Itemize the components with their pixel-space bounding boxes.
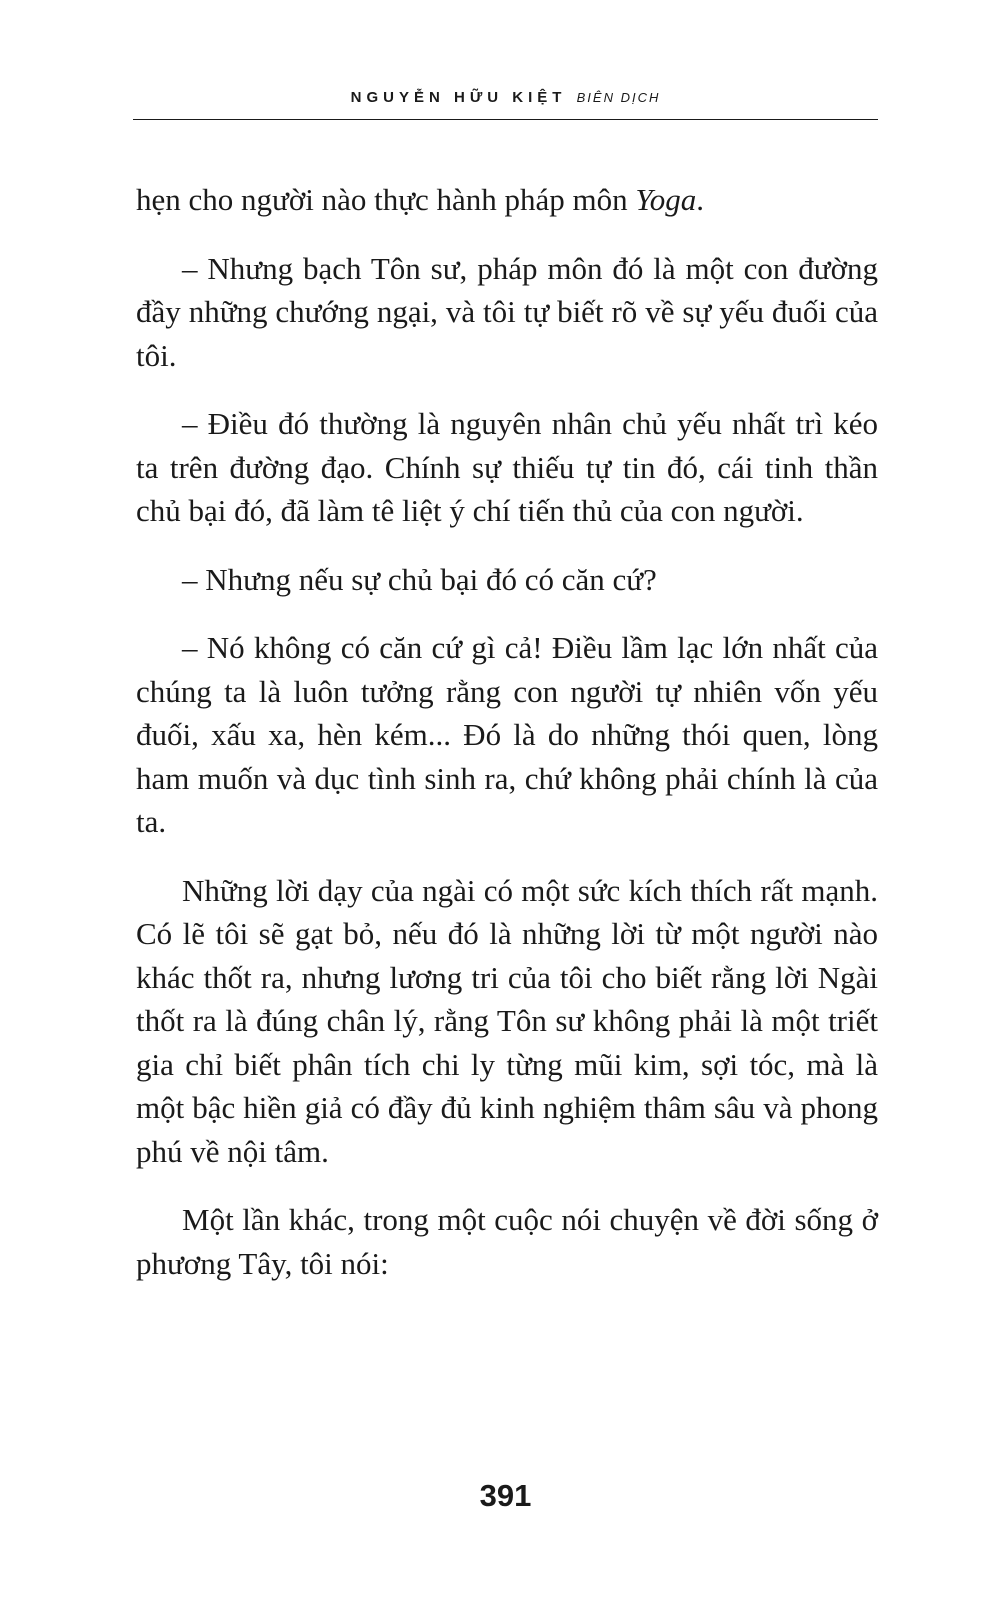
paragraph: – Điều đó thường là nguyên nhân chủ yếu nhất trì kéo ta trên đường đạo. Chính sự thiếu tự tin đó, cái tinh thần chủ bại đó, đã làm tê liệt ý chí tiến thủ của con người.: [136, 406, 878, 528]
header-author: NGUYỄN HỮU KIỆT: [350, 89, 567, 106]
paragraph-continuation: [136, 178, 878, 222]
paragraph: Những lời dạy của ngài có một sức kích thích rất mạnh. Có lẽ tôi sẽ gạt bỏ, nếu đó là những lời từ một người nào khác thốt ra, nhưng lương tri của tôi cho biết rằng lời Ngài thốt ra là đúng chân lý, rằng Tôn sư không phải là một triết gia chỉ biết phân tích chi ly từng mũi kim, sợi tóc, mà là một bậc hiền giả có đầy đủ kinh nghiệm thâm sâu và phong phú về nội tâm.: [136, 872, 878, 1169]
emphasis-yoga: Yoga: [635, 182, 697, 217]
paragraph-text: hẹn cho người nào thực hành pháp môn: [136, 182, 636, 217]
header-role: BIÊN DỊCH: [576, 90, 661, 105]
paragraph-punctuation: .: [696, 182, 705, 217]
paragraph: – Nhưng nếu sự chủ bại đó có căn cứ?: [182, 561, 657, 597]
paragraph: – Nhưng bạch Tôn sư, pháp môn đó là một con đường đầy những chướng ngại, và tôi tự biết rõ về sự yếu đuối của tôi.: [136, 250, 878, 373]
paragraph: – Nó không có căn cứ gì cả! Điều lầm lạc lớn nhất của chúng ta là luôn tưởng rằng con người tự nhiên vốn yếu đuối, xấu xa, hèn kém... Đó là do những thói quen, lòng ham muốn và dục tình sinh ra, chứ không phải chính là của ta.: [136, 630, 878, 839]
body-text: [136, 178, 878, 1310]
page-number: 391: [479, 1478, 532, 1513]
paragraph: Một lần khác, trong một cuộc nói chuyện về đời sống ở phương Tây, tôi nói:: [136, 1202, 878, 1281]
header-rule: [133, 119, 878, 120]
running-header: [133, 88, 878, 108]
